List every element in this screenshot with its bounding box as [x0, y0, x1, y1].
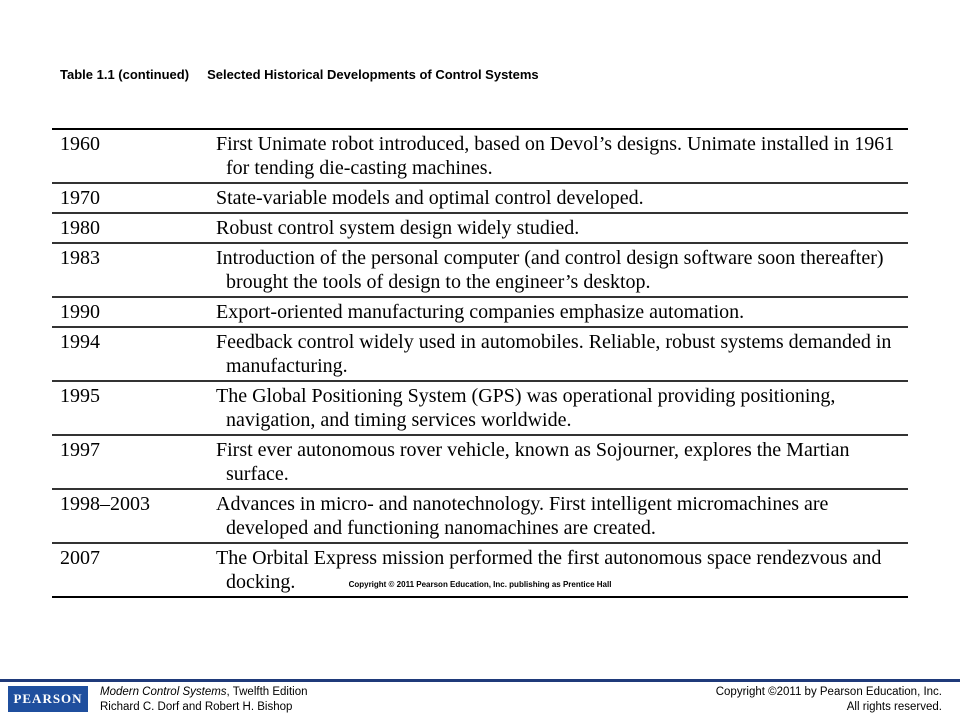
description-cell: State-variable models and optimal control developed.	[216, 187, 644, 209]
book-edition: , Twelfth Edition	[226, 686, 308, 698]
table-row	[52, 242, 908, 296]
table-caption	[60, 67, 539, 82]
year-cell: 1990	[60, 301, 100, 323]
table-row	[52, 130, 908, 182]
table-row	[52, 326, 908, 380]
table-number: Table 1.1 (continued)	[60, 67, 190, 82]
year-cell: 1995	[60, 385, 100, 407]
logo-text: PEARSON	[13, 691, 83, 706]
description-cell: First ever autonomous rover vehicle, known as Sojourner, explores the Martian surface.	[216, 439, 850, 485]
year-cell: 1980	[60, 217, 100, 239]
table-title: Selected Historical Developments of Control Systems	[207, 67, 539, 82]
year-cell: 1998–2003	[60, 493, 150, 515]
table-row	[52, 380, 908, 434]
copyright-line: Copyright ©2011 by Pearson Education, Inc.	[715, 686, 942, 698]
description-cell: The Global Positioning System (GPS) was operational providing positioning, navigation, and timing services worldwide.	[216, 385, 836, 431]
table-row	[52, 182, 908, 212]
history-table	[52, 128, 908, 598]
footer-book-info	[100, 685, 308, 715]
year-cell: 1997	[60, 439, 100, 461]
year-cell: 1994	[60, 331, 100, 353]
book-title-line	[100, 685, 308, 700]
description-cell: Feedback control widely used in automobiles. Reliable, robust systems demanded in manufacturing.	[216, 331, 892, 377]
description-cell: The Orbital Express mission performed the first autonomous space rendezvous and docking.	[216, 547, 882, 593]
table-row	[52, 296, 908, 326]
pearson-logo	[8, 686, 88, 712]
year-cell: 2007	[60, 547, 100, 569]
year-cell: 1983	[60, 247, 100, 269]
table-row	[52, 488, 908, 542]
table-copyright: Copyright © 2011 Pearson Education, Inc. publishing as Prentice Hall	[348, 580, 612, 589]
description-cell: Introduction of the personal computer (and control design software soon thereafter) brought the tools of design to the engineer’s desktop.	[216, 247, 884, 293]
description-cell: First Unimate robot introduced, based on Devol’s designs. Unimate installed in 1961 for tending die-casting machines.	[216, 133, 895, 179]
book-authors: Richard C. Dorf and Robert H. Bishop	[100, 701, 293, 713]
footer-divider	[0, 679, 960, 682]
description-cell: Export-oriented manufacturing companies emphasize automation.	[216, 301, 745, 323]
year-cell: 1960	[60, 133, 100, 155]
book-title: Modern Control Systems	[100, 686, 227, 698]
description-cell: Advances in micro- and nanotechnology. First intelligent micromachines are developed and functioning nanomachines are created.	[216, 493, 829, 539]
footer-copyright	[716, 685, 942, 715]
table-row	[52, 434, 908, 488]
table-row	[52, 212, 908, 242]
year-cell: 1970	[60, 187, 100, 209]
description-cell: Robust control system design widely studied.	[216, 217, 580, 239]
rights-line: All rights reserved.	[846, 701, 942, 713]
